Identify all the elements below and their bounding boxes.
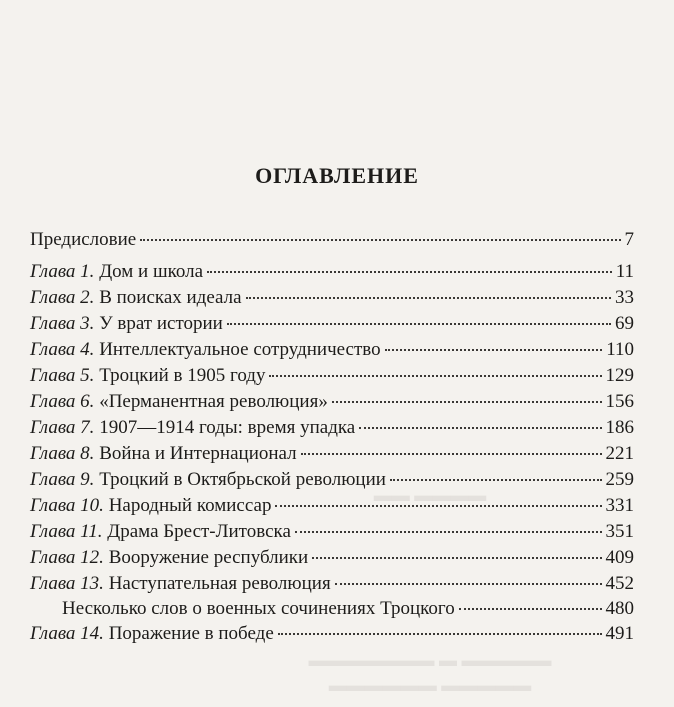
toc-entry-chapter — [30, 338, 634, 362]
dot-leader — [295, 531, 602, 533]
dot-leader — [359, 427, 601, 429]
chapter-title: Поражение в победе — [103, 623, 274, 644]
chapter-number: Глава 11. — [30, 521, 103, 542]
toc-entry-chapter — [30, 572, 634, 596]
chapter-number: Глава 6. — [30, 391, 95, 412]
dot-leader — [335, 583, 602, 585]
chapter-number: Глава 12. — [30, 547, 104, 568]
entry-label: Предисловие — [30, 229, 137, 250]
entry-page: 351 — [605, 521, 634, 542]
entry-page: 129 — [605, 365, 634, 386]
chapter-title: «Перманентная революция» — [94, 391, 328, 412]
chapter-title: Интеллектуальное сотрудничество — [94, 339, 381, 360]
chapter-number: Глава 5. — [30, 365, 95, 386]
chapter-title: У врат истории — [94, 313, 223, 334]
toc-entry-chapter — [30, 286, 634, 310]
chapter-title: Наступательная революция — [103, 573, 331, 594]
entry-page: 491 — [605, 623, 634, 644]
toc-entry-chapter — [30, 416, 634, 440]
chapter-title: Война и Интернационал — [94, 443, 297, 464]
toc-entry-chapter — [30, 494, 634, 518]
show-through-text: ▬▬▬▬▬▬▬ ▬ ▬▬▬▬▬ — [308, 650, 552, 670]
show-through-text: ▬▬▬▬▬▬ ▬▬▬▬▬ — [328, 675, 532, 695]
toc-entry-preface — [30, 228, 634, 252]
dot-leader — [269, 375, 601, 377]
entry-page: 452 — [605, 573, 634, 594]
dot-leader — [140, 239, 620, 241]
entry-page: 110 — [606, 339, 634, 360]
entry-page: 259 — [605, 469, 634, 490]
toc-entry-chapter — [30, 468, 634, 492]
dot-leader — [332, 401, 602, 403]
dot-leader — [246, 297, 611, 299]
chapter-number: Глава 1. — [30, 261, 95, 282]
dot-leader — [301, 453, 602, 455]
chapter-title: Дом и школа — [94, 261, 204, 282]
dot-leader — [278, 633, 602, 635]
entry-page: 156 — [605, 391, 634, 412]
show-through-text: ▬▬ ▬▬▬▬ — [373, 485, 487, 505]
dot-leader — [459, 608, 602, 610]
dot-leader — [227, 323, 611, 325]
dot-leader — [385, 349, 603, 351]
chapter-title: Троцкий в 1905 году — [94, 365, 266, 386]
entry-page: 221 — [605, 443, 634, 464]
chapter-number: Глава 2. — [30, 287, 95, 308]
toc-entry-chapter — [30, 520, 634, 544]
entry-page: 69 — [615, 313, 634, 334]
dot-leader — [312, 557, 601, 559]
toc-title: ОГЛАВЛЕНИЕ — [255, 163, 419, 188]
chapter-number: Глава 7. — [30, 417, 95, 438]
entry-page: 331 — [605, 495, 634, 516]
toc-entry-chapter — [30, 442, 634, 466]
toc-entry-chapter — [30, 260, 634, 284]
chapter-title: Народный комиссар — [103, 495, 272, 516]
dot-leader — [207, 271, 612, 273]
entry-page: 409 — [605, 547, 634, 568]
chapter-title: В поисках идеала — [94, 287, 242, 308]
dot-leader — [390, 479, 602, 481]
entry-label: Несколько слов о военных сочинениях Троцкого — [62, 598, 455, 619]
chapter-number: Глава 4. — [30, 339, 95, 360]
entry-page: 186 — [605, 417, 634, 438]
chapter-number: Глава 14. — [30, 623, 104, 644]
toc-entry-appendix — [62, 597, 634, 621]
chapter-number: Глава 13. — [30, 573, 104, 594]
toc-entry-chapter — [30, 546, 634, 570]
toc-entry-chapter — [30, 622, 634, 646]
chapter-number: Глава 8. — [30, 443, 95, 464]
chapter-title: 1907—1914 годы: время упадка — [94, 417, 356, 438]
chapter-title: Вооружение республики — [103, 547, 309, 568]
entry-page: 7 — [624, 229, 634, 250]
dot-leader — [275, 505, 601, 507]
entry-page: 480 — [605, 598, 634, 619]
entry-page: 33 — [615, 287, 634, 308]
entry-page: 11 — [615, 261, 634, 282]
chapter-title: Троцкий в Октябрьской революции — [94, 469, 386, 490]
toc-entry-chapter — [30, 364, 634, 388]
chapter-number: Глава 10. — [30, 495, 104, 516]
chapter-title: Драма Брест-Литовска — [102, 521, 291, 542]
toc-entry-chapter — [30, 390, 634, 414]
chapter-number: Глава 9. — [30, 469, 95, 490]
chapter-number: Глава 3. — [30, 313, 95, 334]
toc-entry-chapter — [30, 312, 634, 336]
